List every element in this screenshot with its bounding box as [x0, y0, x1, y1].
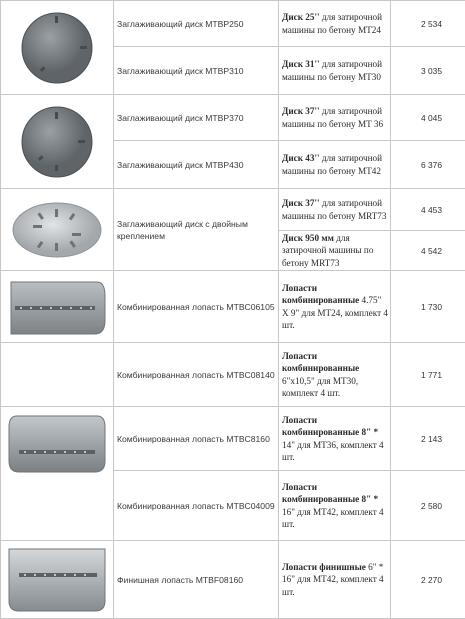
table-row	[1, 1, 465, 47]
table-row	[1, 271, 465, 343]
product-name: Заглаживающий диск MTBP430	[114, 141, 279, 189]
product-price: 2 143	[391, 407, 465, 471]
blade-image	[1, 541, 114, 619]
disc-image	[1, 1, 114, 95]
blade-icon	[7, 278, 107, 336]
product-price: 2 534	[391, 1, 465, 47]
blade-icon	[7, 413, 107, 475]
product-desc: Диск 31'' для затирочной машины по бетону MT30	[279, 47, 391, 95]
disc-image	[1, 189, 114, 271]
table-row	[1, 189, 465, 231]
product-name: Комбинированная лопасть MTBC06105	[114, 271, 279, 343]
product-desc: Диск 37'' для затирочной машины по бетону MT 36	[279, 95, 391, 141]
product-price: 1 771	[391, 343, 465, 407]
product-desc: Диск 37'' для затирочной машины по бетону MRT73	[279, 189, 391, 231]
product-price: 4 045	[391, 95, 465, 141]
product-price: 3 035	[391, 47, 465, 95]
product-name: Заглаживающий диск с двойным креплением	[114, 189, 279, 271]
product-price: 1 730	[391, 271, 465, 343]
product-desc: Диск 25'' для затирочной машины по бетону MT24	[279, 1, 391, 47]
product-desc: Лопасти комбинированные 4.75" X 9" для MT24, комплект 4 шт.	[279, 271, 391, 343]
product-price: 4 453	[391, 189, 465, 231]
blade-image	[1, 343, 114, 407]
table-row	[1, 343, 465, 407]
product-price: 2 270	[391, 541, 465, 619]
product-name: Комбинированная лопасть MTBC8160	[114, 407, 279, 471]
product-name: Заглаживающий диск MTBP370	[114, 95, 279, 141]
blade-icon	[5, 545, 109, 615]
product-desc: Лопасти финишные 6" * 16" для MT42, комплект 4 шт.	[279, 541, 391, 619]
product-price: 4 542	[391, 231, 465, 271]
product-desc: Лопасти комбинированные 8" * 16" для MT42, комплект 4 шт.	[279, 471, 391, 541]
product-name: Комбинированная лопасть MTBC08140	[114, 343, 279, 407]
product-name: Заглаживающий диск MTBP250	[114, 1, 279, 47]
table-row	[1, 95, 465, 141]
double-disc-icon	[11, 201, 103, 259]
blade-image	[1, 271, 114, 343]
product-name: Финишная лопасть MTBF08160	[114, 541, 279, 619]
product-price: 6 376	[391, 141, 465, 189]
product-desc: Лопасти комбинированные 8" * 14" для MT36, комплект 4 шт.	[279, 407, 391, 471]
table-row	[1, 541, 465, 619]
product-name: Комбинированная лопасть MTBC04009	[114, 471, 279, 541]
product-desc: Лопасти комбинированные 6"x10,5" для MT30, комплект 4 шт.	[279, 343, 391, 407]
table-row	[1, 407, 465, 471]
product-desc: Диск 950 мм для затирочной машины по бетону MRT73	[279, 231, 391, 271]
product-desc: Диск 43'' для затирочной машины по бетону MT42	[279, 141, 391, 189]
disc-image	[1, 95, 114, 189]
product-price: 2 580	[391, 471, 465, 541]
disc-icon	[20, 11, 94, 85]
disc-icon	[20, 105, 94, 179]
product-name: Заглаживающий диск MTBP310	[114, 47, 279, 95]
blade-image	[1, 407, 114, 541]
